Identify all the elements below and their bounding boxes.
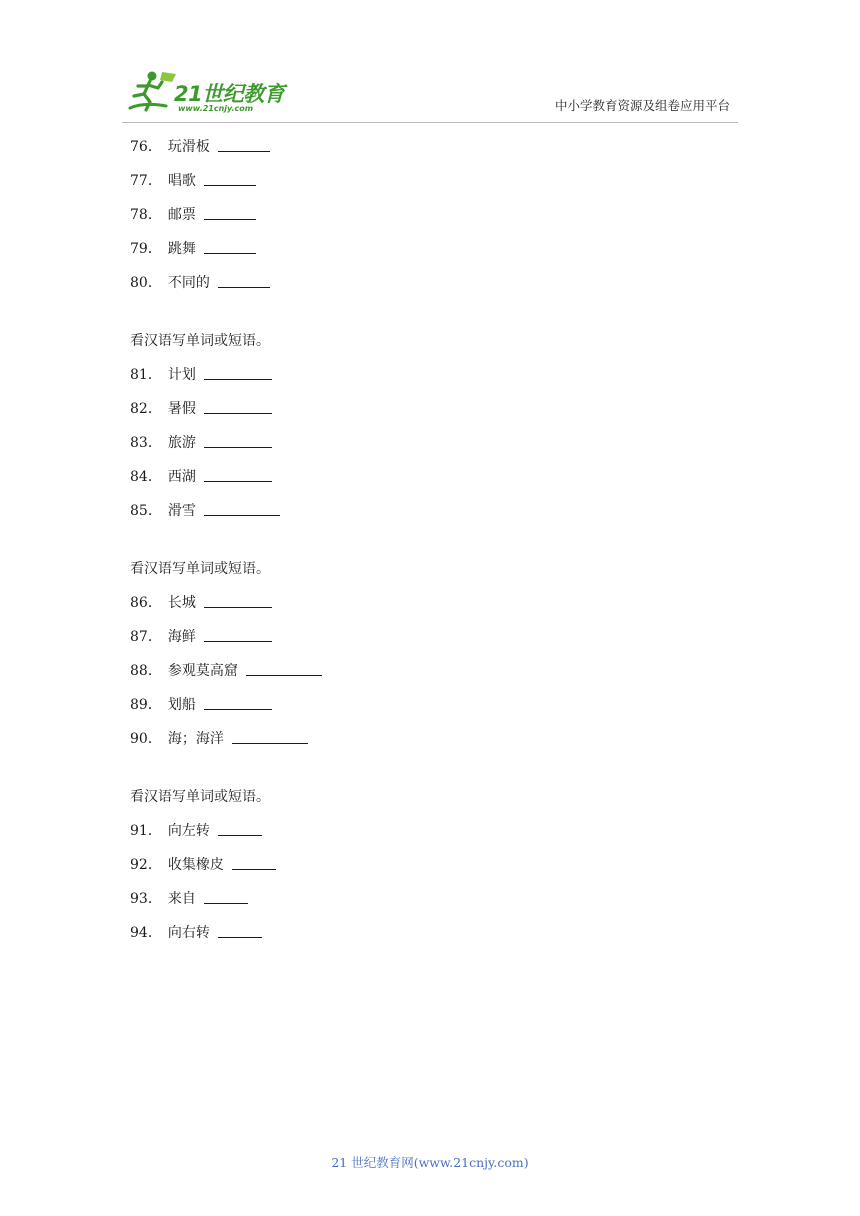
worksheet-content — [130, 130, 730, 974]
question-word: 计划 — [167, 367, 196, 383]
question-item — [130, 916, 730, 950]
question-item — [130, 494, 730, 528]
section-instruction: 看汉语写单词或短语。 — [130, 561, 270, 577]
answer-blank[interactable] — [246, 662, 322, 676]
question-word: 旅游 — [167, 435, 196, 451]
question-number: 77． — [130, 173, 162, 189]
question-number: 76． — [130, 139, 162, 155]
answer-blank[interactable] — [218, 138, 270, 152]
question-word: 划船 — [167, 697, 196, 713]
question-word: 长城 — [167, 595, 196, 611]
question-item — [130, 882, 730, 916]
question-word: 来自 — [167, 891, 196, 907]
answer-blank[interactable] — [204, 594, 272, 608]
question-word: 滑雪 — [167, 503, 196, 519]
answer-blank[interactable] — [204, 434, 272, 448]
answer-blank[interactable] — [204, 696, 272, 710]
section — [130, 130, 730, 300]
question-number: 91． — [130, 823, 162, 839]
question-item — [130, 266, 730, 300]
header-divider — [122, 122, 738, 123]
answer-blank[interactable] — [204, 890, 248, 904]
site-logo[interactable] — [122, 68, 292, 118]
answer-blank[interactable] — [218, 274, 270, 288]
answer-blank[interactable] — [204, 502, 280, 516]
question-item — [130, 814, 730, 848]
answer-blank[interactable] — [218, 924, 262, 938]
question-item — [130, 358, 730, 392]
platform-title: 中小学教育资源及组卷应用平台 — [554, 98, 730, 113]
section-instruction: 看汉语写单词或短语。 — [130, 789, 270, 805]
answer-blank[interactable] — [204, 366, 272, 380]
question-item — [130, 198, 730, 232]
answer-blank[interactable] — [204, 468, 272, 482]
question-word: 参观莫高窟 — [167, 663, 238, 679]
question-item — [130, 722, 730, 756]
question-number: 83． — [130, 435, 162, 451]
question-number: 90． — [130, 731, 162, 747]
answer-blank[interactable] — [204, 206, 256, 220]
question-word: 海；海洋 — [167, 731, 224, 747]
section-instruction: 看汉语写单词或短语。 — [130, 333, 270, 349]
question-number: 87． — [130, 629, 162, 645]
question-number: 84． — [130, 469, 162, 485]
question-item — [130, 688, 730, 722]
section — [130, 780, 730, 950]
answer-blank[interactable] — [232, 856, 276, 870]
question-item — [130, 164, 730, 198]
question-word: 向右转 — [167, 925, 210, 941]
question-word: 暑假 — [167, 401, 196, 417]
question-item — [130, 586, 730, 620]
answer-blank[interactable] — [232, 730, 308, 744]
question-word: 海鲜 — [167, 629, 196, 645]
question-number: 92． — [130, 857, 162, 873]
question-word: 唱歌 — [167, 173, 196, 189]
page-footer[interactable]: 21 世纪教育网(www.21cnjy.com) — [331, 1155, 529, 1170]
question-number: 93． — [130, 891, 162, 907]
section — [130, 324, 730, 528]
question-item — [130, 620, 730, 654]
logo-text: 21世纪教育 — [174, 82, 285, 106]
question-number: 78． — [130, 207, 162, 223]
question-word: 邮票 — [167, 207, 196, 223]
question-item — [130, 232, 730, 266]
question-item — [130, 130, 730, 164]
question-word: 向左转 — [167, 823, 210, 839]
question-number: 79． — [130, 241, 162, 257]
question-number: 81． — [130, 367, 162, 383]
question-number: 80． — [130, 275, 162, 291]
answer-blank[interactable] — [204, 240, 256, 254]
question-number: 86． — [130, 595, 162, 611]
page-header — [0, 0, 860, 125]
question-number: 89． — [130, 697, 162, 713]
answer-blank[interactable] — [204, 172, 256, 186]
question-word: 收集橡皮 — [167, 857, 224, 873]
question-item — [130, 426, 730, 460]
question-item — [130, 392, 730, 426]
question-item — [130, 460, 730, 494]
section — [130, 552, 730, 756]
runner-icon — [122, 68, 178, 114]
question-number: 88． — [130, 663, 162, 679]
answer-blank[interactable] — [204, 628, 272, 642]
answer-blank[interactable] — [204, 400, 272, 414]
logo-url: www.21cnjy.com — [178, 104, 254, 113]
question-word: 玩滑板 — [167, 139, 210, 155]
question-word: 西湖 — [167, 469, 196, 485]
question-number: 82． — [130, 401, 162, 417]
question-word: 跳舞 — [167, 241, 196, 257]
question-number: 94． — [130, 925, 162, 941]
answer-blank[interactable] — [218, 822, 262, 836]
question-item — [130, 654, 730, 688]
question-item — [130, 848, 730, 882]
question-word: 不同的 — [167, 275, 210, 291]
question-number: 85． — [130, 503, 162, 519]
